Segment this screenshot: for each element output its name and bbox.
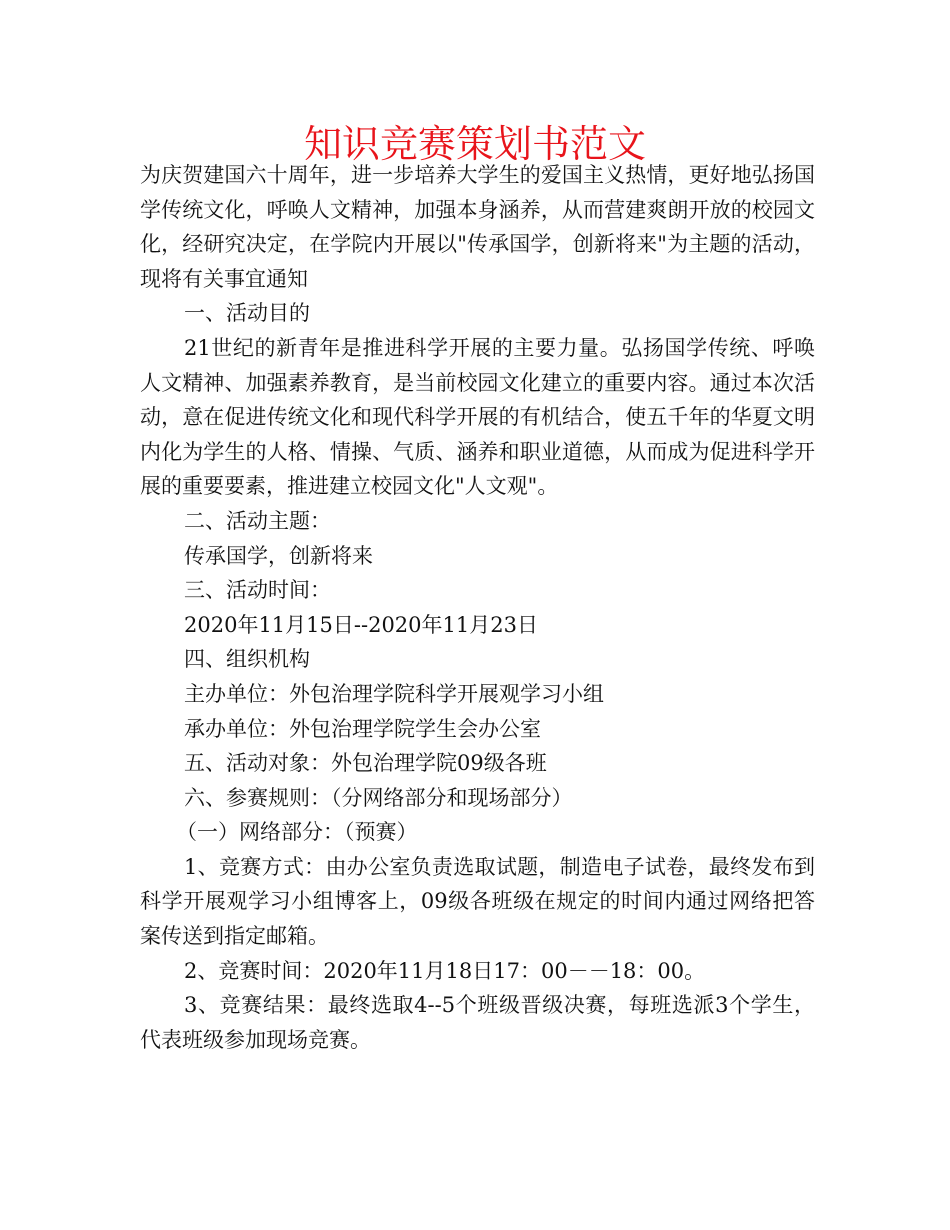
paragraph: 三、活动时间： (184, 578, 331, 603)
paragraph: 21世纪的新青年是推进科学开展的主要力量。弘扬国学传统、呼唤人文精神、加强素养教育，是当前校园文化建立的重要内容。通过本次活动，意在促进传统文化和现代科学开展的有机结合，使五千年的华夏文明内化为学生的人格、情操、气质、涵养和职业道德，从而成为促进科学开展的重要要素，推进建立校园文化"人文观"。 (140, 335, 815, 499)
paragraph: 四、组织机构 (184, 647, 310, 672)
paragraph: 传承国学，创新将来 (184, 543, 373, 568)
paragraph: 一、活动目的 (184, 301, 310, 326)
paragraph: 承办单位：外包治理学院学生会办公室 (184, 716, 541, 741)
paragraph: （一）网络部分：（预赛） (176, 820, 418, 845)
paragraph: 2020年11月15日--2020年11月23日 (184, 612, 538, 637)
document-title: 知识竞赛策划书范文 (303, 122, 646, 166)
paragraph: 二、活动主题： (184, 508, 331, 533)
document-body (140, 158, 815, 1057)
paragraph: 2、竞赛时间：2020年11月18日17：00－－18：00。 (184, 958, 706, 983)
paragraph: 主办单位：外包治理学院科学开展观学习小组 (184, 681, 604, 706)
paragraph: 3、竞赛结果：最终选取4--5个班级晋级决赛，每班选派3个学生，代表班级参加现场竞赛。 (140, 993, 815, 1052)
paragraph: 1、竞赛方式：由办公室负责选取试题，制造电子试卷，最终发布到科学开展观学习小组博客上，09级各班级在规定的时间内通过网络把答案传送到指定邮箱。 (140, 854, 815, 949)
paragraph: 为庆贺建国六十周年，进一步培养大学生的爱国主义热情，更好地弘扬国学传统文化，呼唤人文精神，加强本身涵养，从而营建爽朗开放的校园文化，经研究决定，在学院内开展以"传承国学，创新将来"为主题的活动，现将有关事宜通知 (140, 163, 815, 291)
paragraph: 五、活动对象：外包治理学院09级各班 (184, 751, 547, 776)
paragraph: 六、参赛规则：（分网络部分和现场部分） (184, 785, 573, 810)
